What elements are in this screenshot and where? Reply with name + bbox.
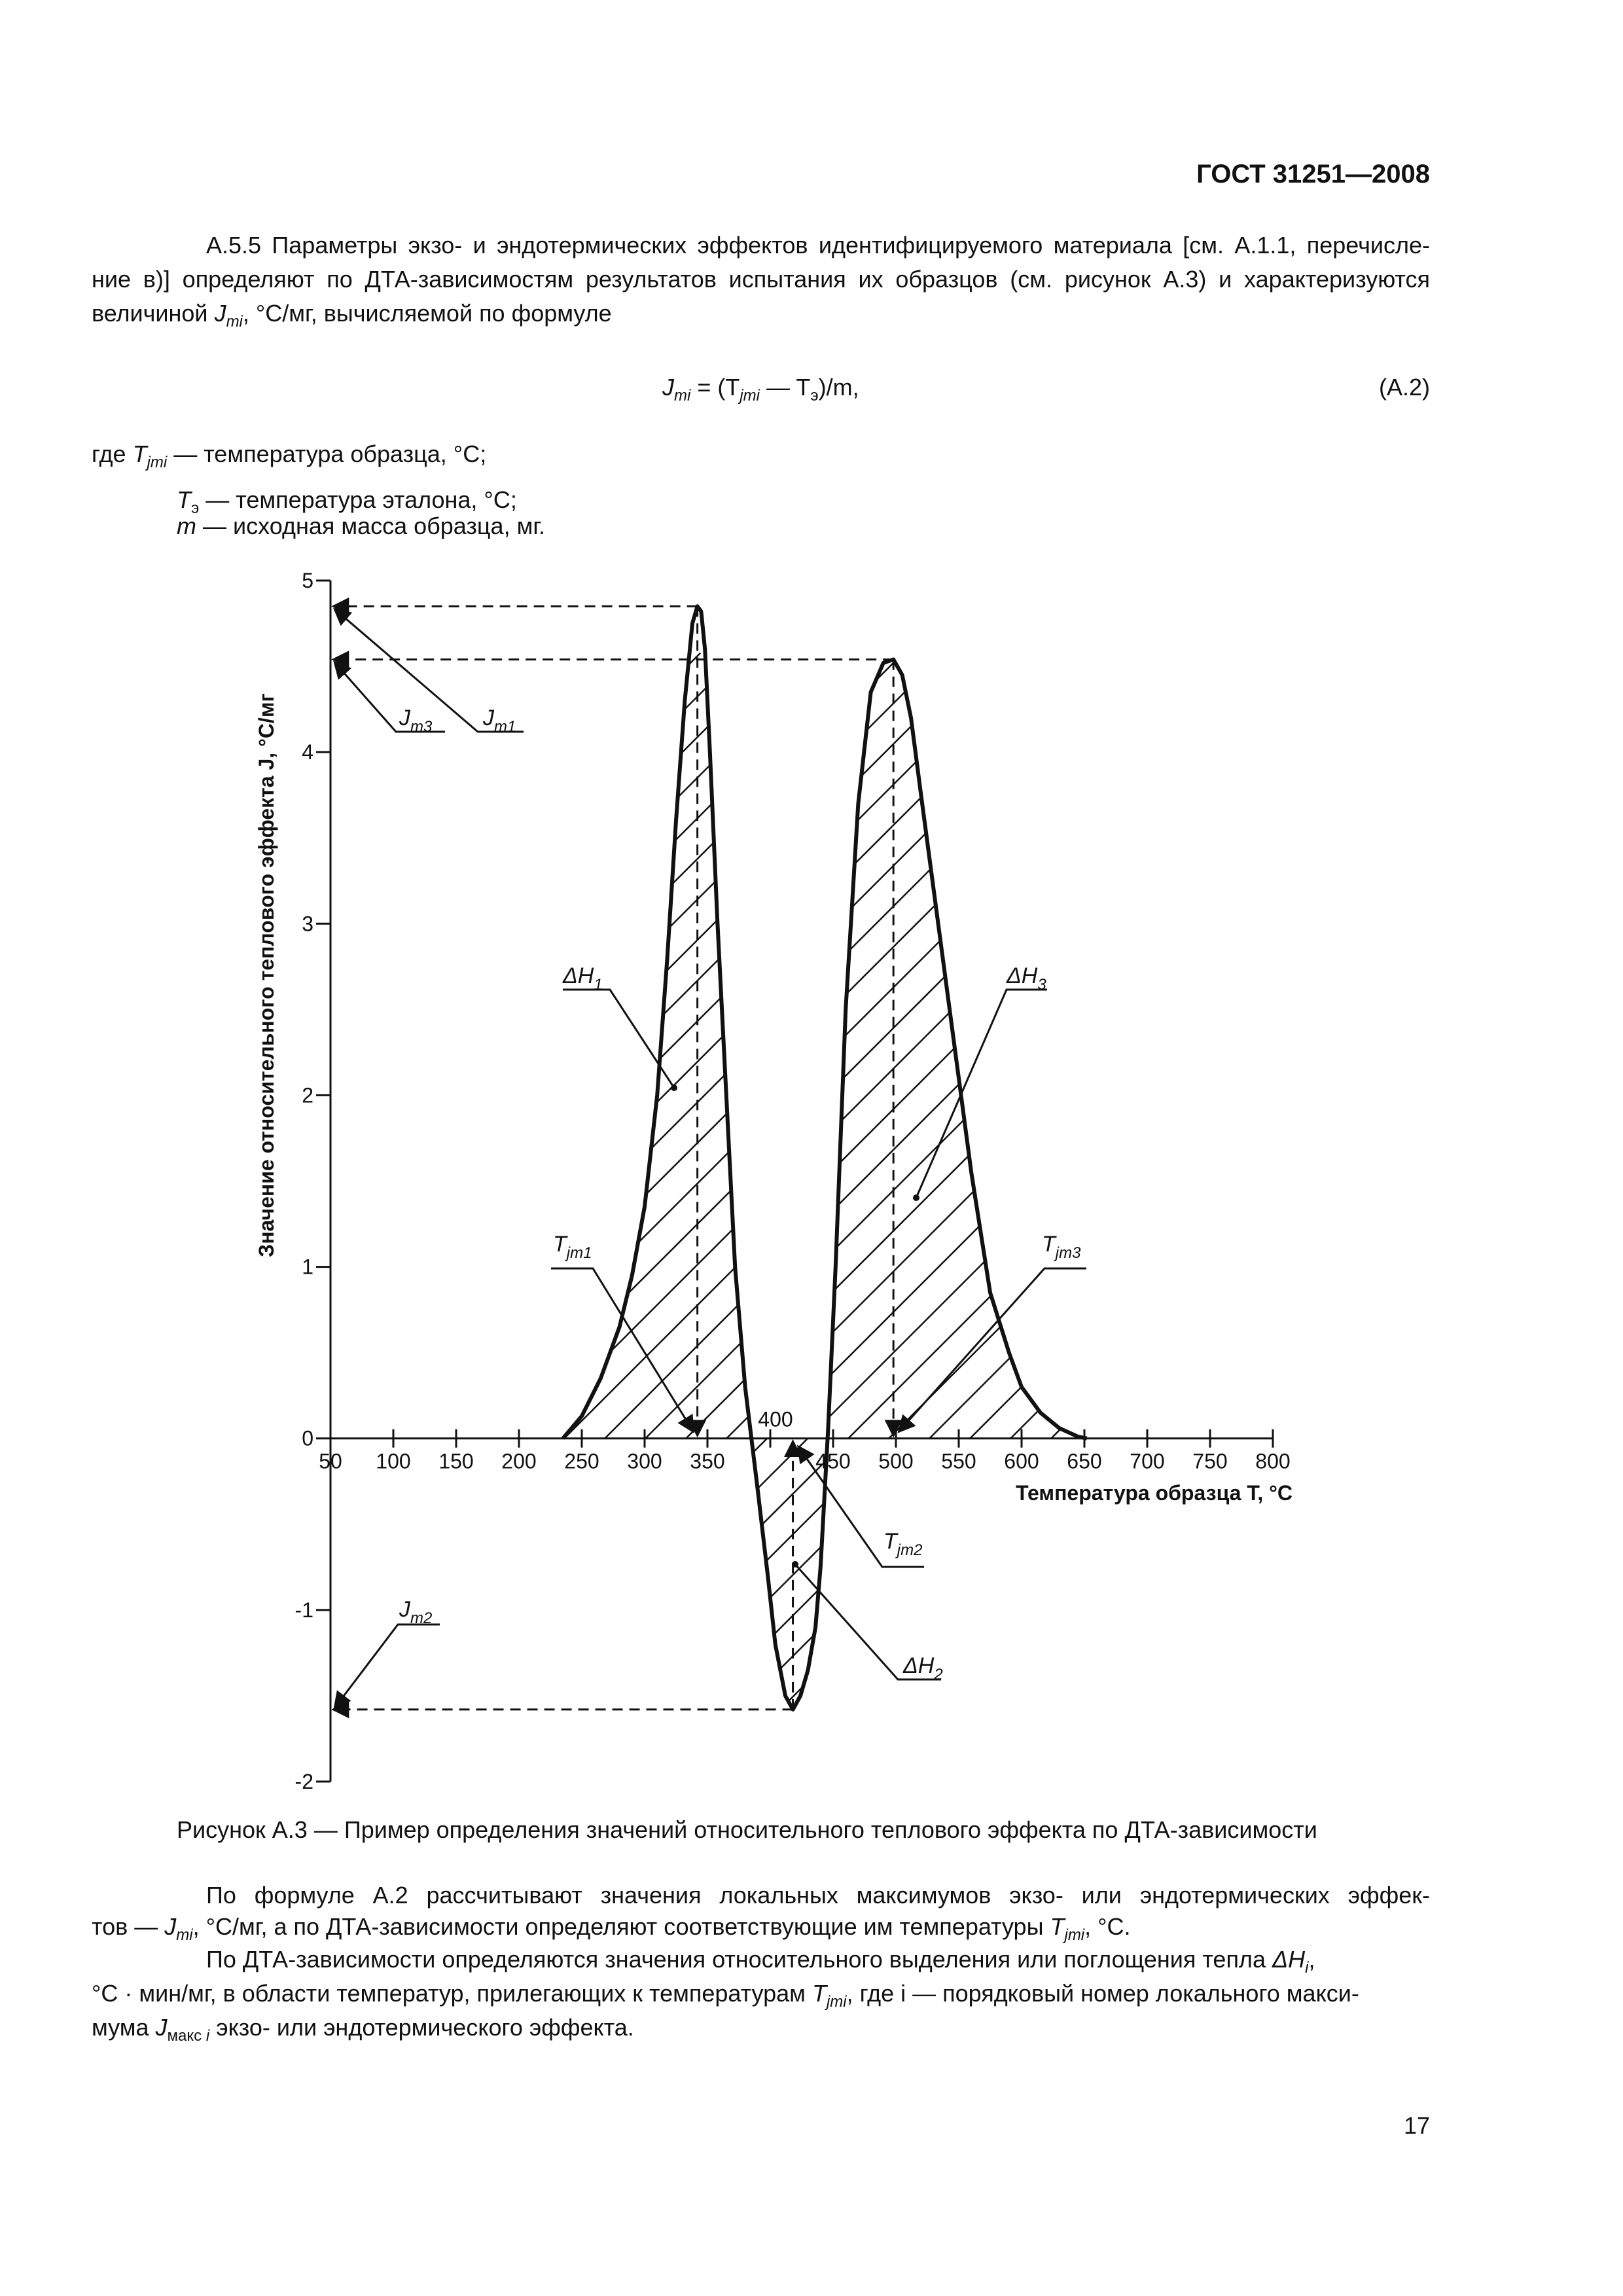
hatch-line <box>1033 653 1623 1700</box>
hatch-line <box>1073 653 1623 1700</box>
hatch-line <box>992 653 1623 1700</box>
where-line1: где $T_{jmi}$ — температура образца, °С; <box>92 440 487 471</box>
hatch-line <box>302 653 1349 1700</box>
hatch-line <box>1317 653 1623 1700</box>
page-number: 17 <box>1403 2112 1430 2139</box>
x-tick-label: 300 <box>627 1449 662 1473</box>
hatch-line <box>1560 653 1623 1700</box>
y-tick-label: 2 <box>302 1083 313 1107</box>
x-tick-label: 150 <box>438 1449 474 1473</box>
leader-tjm3 <box>899 1268 1086 1432</box>
hatch-line <box>181 653 1228 1700</box>
leader-tjm1 <box>551 1268 694 1432</box>
hatch-line <box>0 653 944 1700</box>
hatch-line <box>0 653 700 1700</box>
hatch-line <box>1520 653 1623 1700</box>
hatch-line <box>952 653 1623 1700</box>
label-dh2: $\Delta H_2$ <box>903 1653 943 1683</box>
hatch-line <box>0 653 903 1700</box>
x-tick-label: 200 <box>501 1449 537 1473</box>
label-tjm1: $T_{jm1}$ <box>553 1232 592 1262</box>
hatch-line <box>221 653 1268 1700</box>
hatch-line <box>0 653 497 1700</box>
leader-dh3 <box>916 990 1047 1198</box>
hatch-line <box>1276 653 1623 1700</box>
x-tick-label: 700 <box>1130 1449 1165 1473</box>
hatch-line <box>262 653 1309 1700</box>
label-dh3: $\Delta H_3$ <box>1007 963 1046 994</box>
leader-jm1 <box>334 609 524 732</box>
x-tick-label: 600 <box>1004 1449 1039 1473</box>
hatch-line <box>1114 653 1623 1700</box>
formula-a2: $J_{mi} = (T_{jmi}$ — $T_э)/m$, <box>662 374 859 404</box>
label-jm1: $J_{m1}$ <box>483 706 516 736</box>
hatch-line <box>1601 653 1623 1700</box>
para-formula-line2: тов — $J_{mi}$, °С/мг, а по ДТА-зависимости определяют соответствующие им температуры $T_{jmi}$, °С. <box>92 1913 1131 1944</box>
hatch-line <box>1154 653 1623 1700</box>
hatch-line <box>586 653 1623 1700</box>
x-tick-label: 500 <box>878 1449 914 1473</box>
x-tick-label: 750 <box>1192 1449 1228 1473</box>
x-tick-label: 650 <box>1067 1449 1102 1473</box>
hatch-line <box>140 653 1187 1700</box>
x-tick-label: 550 <box>941 1449 976 1473</box>
hatch-line <box>627 653 1623 1700</box>
label-tjm3: $T_{jm3}$ <box>1042 1232 1081 1262</box>
dta-curve <box>563 606 1087 1710</box>
hatch-line <box>1195 653 1623 1700</box>
hatch-line <box>0 653 741 1700</box>
document-code: ГОСТ 31251—2008 <box>1196 160 1430 188</box>
hatch-line <box>830 653 1623 1700</box>
hatch-line <box>708 653 1623 1700</box>
para-formula-line1: По формуле А.2 рассчитывают значения локальных максимумов экзо- или эндотермических эффек- <box>206 1882 1430 1909</box>
leader-jm2 <box>334 1624 440 1708</box>
dh3-dot <box>913 1194 919 1201</box>
y-axis-label: Значение относительного теплового эффекта J, °С/мг <box>255 693 278 1257</box>
y-tick-label: 0 <box>302 1426 313 1450</box>
hatch-line <box>59 653 1106 1700</box>
x-tick-label: 450 <box>815 1449 851 1473</box>
hatch-line <box>749 653 1623 1700</box>
label-jm2: $J_{m2}$ <box>399 1597 433 1627</box>
y-tick-label: 3 <box>302 912 313 936</box>
hatch-line <box>1398 653 1623 1700</box>
para-a55-line2: ние в)] определяют по ДТА-зависимостям результатов испытания их образцов (см. рисунок А.3) и характеризуются <box>92 266 1430 293</box>
hatch-line <box>424 653 1471 1700</box>
figure-caption: Рисунок А.3 — Пример определения значений относительного теплового эффекта по ДТА-зависимости <box>177 1816 1317 1843</box>
hatch-line <box>0 653 579 1700</box>
y-tick-label: -1 <box>294 1598 313 1622</box>
y-tick-label: -2 <box>294 1770 313 1793</box>
hatch-line <box>0 653 863 1700</box>
hatch-line <box>0 653 984 1700</box>
hatch-line <box>911 653 1623 1700</box>
axes <box>295 569 1291 1793</box>
hatch-line <box>1236 653 1623 1700</box>
hatch-line <box>870 653 1623 1700</box>
para-dta-line2: °С · мин/мг, в области температур, прилегающих к температурам $T_{jmi}$, где i — порядковый номер локального макси- <box>92 1980 1359 2011</box>
para-a55-line1: А.5.5 Параметры экзо- и эндотермических эффектов идентифицируемого материала [см. А.1.1, перечисле- <box>206 232 1430 259</box>
hatch-line <box>1438 653 1623 1700</box>
hatch-line <box>1357 653 1623 1700</box>
y-tick-label: 4 <box>302 740 313 764</box>
x-tick-label: 250 <box>564 1449 599 1473</box>
hatch-fill <box>0 653 1623 1700</box>
hatch-line <box>505 653 1552 1700</box>
hatch-line <box>1479 653 1623 1700</box>
hatch-line <box>465 653 1512 1700</box>
hatch-line <box>0 653 619 1700</box>
where-line3: m — исходная масса образца, мг. <box>177 512 546 539</box>
hatch-line <box>668 653 1623 1700</box>
para-dta-line1: По ДТА-зависимости определяются значения относительного выделения или поглощения тепла $\Delta H_i$, <box>206 1946 1315 1977</box>
para-a55-line3: величиной $J_{mi}$, °С/мг, вычисляемой по формуле <box>92 300 612 331</box>
hatch-line <box>546 653 1593 1700</box>
formula-number: (А.2) <box>1378 374 1430 401</box>
x-tick-label: 50 <box>319 1449 342 1473</box>
label-tjm2: $T_{jm2}$ <box>883 1529 923 1559</box>
x-tick-label: 800 <box>1255 1449 1291 1473</box>
para-dta-line3: мума $J_{макс i}$ экзо- или эндотермического эффекта. <box>92 2014 634 2045</box>
x-tick-label: 350 <box>690 1449 725 1473</box>
label-jm3: $J_{m3}$ <box>399 706 433 736</box>
x-tick-label: 100 <box>376 1449 411 1473</box>
y-tick-label: 5 <box>302 569 313 592</box>
dashed-guides <box>333 606 893 1710</box>
hatch-line <box>0 653 822 1700</box>
where-line2: $T_э$ — температура эталона, °С; <box>177 486 517 517</box>
x-tick-label-400: 400 <box>758 1407 793 1431</box>
hatch-line <box>0 653 1025 1700</box>
y-tick-label: 1 <box>302 1255 313 1279</box>
x-axis-label: Температура образца T, °С <box>1016 1481 1293 1505</box>
dh2-dot <box>792 1561 798 1568</box>
dh1-dot <box>671 1085 677 1091</box>
label-dh1: $\Delta H_1$ <box>563 963 603 994</box>
